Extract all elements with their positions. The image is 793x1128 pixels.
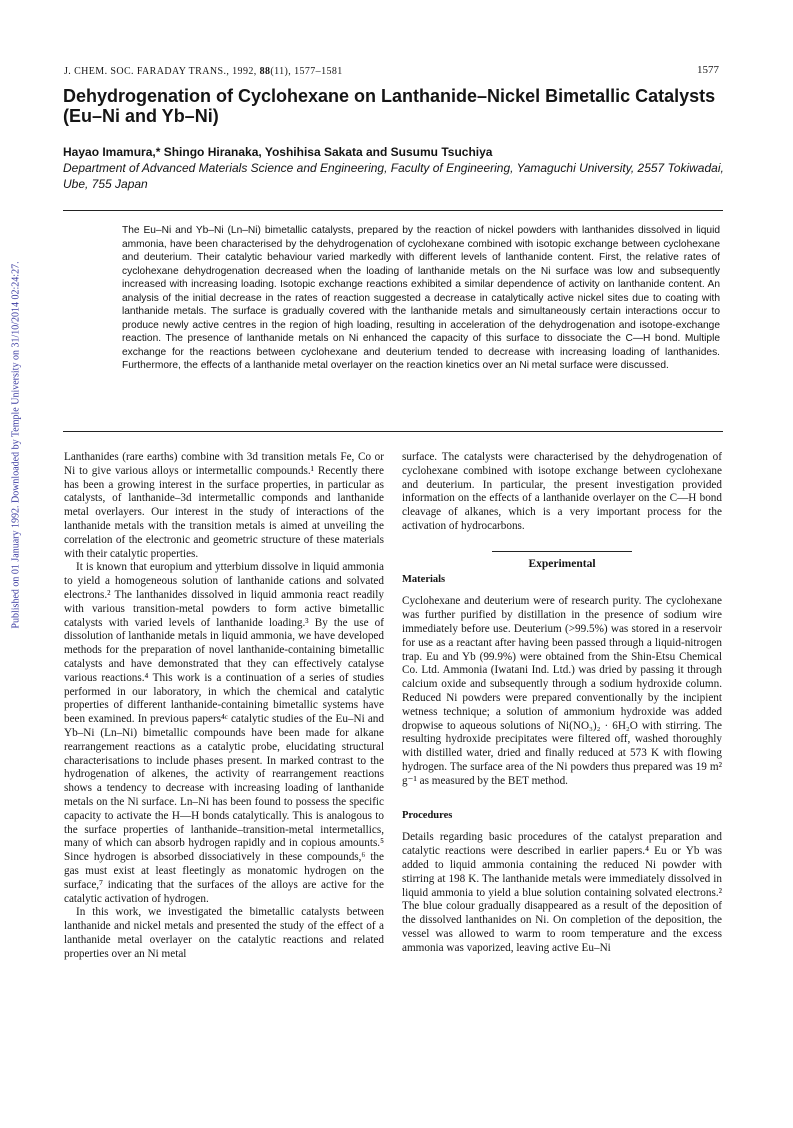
article-authors: Hayao Imamura,* Shingo Hiranaka, Yoshihisa Sakata and Susumu Tsuchiya (63, 145, 493, 159)
abstract-divider (63, 431, 723, 432)
left-column (64, 451, 384, 961)
intro-paragraph-3: In this work, we investigated the bimetallic catalysts between lanthanide and nickel metals and presented the study of the effect of a lanthanide metal overlayer on the catalytic reactions and related properties over an Ni metal (64, 906, 384, 960)
download-watermark (10, 230, 22, 660)
download-watermark-text: Published on 01 January 1992. Downloaded by Temple University on 31/10/2014 02:24:27. (10, 261, 22, 629)
journal-citation (64, 66, 343, 77)
abstract: The Eu–Ni and Yb–Ni (Ln–Ni) bimetallic catalysts, prepared by the reaction of nickel powders with lanthanides dissolved in liquid ammonia, have been characterised by the dehydrogenation of cyclohexane combined with isotopic exchange between cyclohexane and deuterium. Their catalytic behaviour varied markedly with different levels of lanthanide content. First, the relative rates of cyclohexane dehydrogenation decreased when the loading of lanthanide metals on the Ni surface was low and subsequently increased with increasing loading. Isotopic exchange reactions exhibited a similar dependence of activity on lanthanide content. An analysis of the initial decrease in the rates of reaction suggested a decrease in catalytically active nickel sites due to coating with lanthanide metals. The surface is gradually covered with the lanthanide metals and simultaneously certain interactions occur to produce newly active centres in the region of high loading, resulting in acceleration of the dehydrogenation and isotope-exchange reaction. The presence of lanthanide metals on Ni enhanced the capacity of this surface to dissociate the C—H bond. Multiple exchange for the reactions between cyclohexane and deuterium tended to decrease with increasing loading of lanthanides. Furthermore, the effects of a lanthanide metal overlayer on the reaction kinetics over an Ni metal surface were discussed. (122, 225, 720, 371)
page-number: 1577 (697, 64, 719, 76)
procedures-paragraph: Details regarding basic procedures of the catalyst preparation and catalytic reactions were described in earlier papers.⁴ Eu or Yb was added to liquid ammonia containing the reduced Ni powder with stirring at 198 K. The lanthanide metals were immediately dissolved in liquid ammonia to yield a blue solution containing solvated electrons.² The blue colour gradually disappeared as a result of the deposition of the dissolved lanthanides on Ni. On completion of the deposition, the vessel was allowed to warm to room temperature and the excess ammonia was vaporized, leaving active Eu–Ni (402, 831, 722, 954)
intro-paragraph-continued: surface. The catalysts were characterised by the dehydrogenation of cyclohexane combined with isotope exchange between cyclohexane and deuterium. In particular, the present investigation provided information on the effects of a lanthanide overlayer on the C—H bond cleavage of alkanes, which is a very important process for the activation of hydrocarbons. (402, 451, 722, 532)
subheading-procedures: Procedures (402, 809, 453, 821)
header-divider (63, 210, 723, 211)
article-title: Dehydrogenation of Cyclohexane on Lanthanide–Nickel Bimetallic Catalysts (Eu–Ni and Yb–Ni) (63, 86, 716, 126)
journal-volume: 88 (259, 66, 271, 77)
journal-name: J. CHEM. SOC. FARADAY TRANS., 1992, (64, 66, 260, 77)
intro-paragraph-2: It is known that europium and ytterbium dissolve in liquid ammonia to yield a homogeneous solution of lanthanide cations and solvated electrons.² The lanthanides dissolved in liquid ammonia react readily with various transition-metal powders to form active bimetallic catalysts with varied levels of lanthanide loading.³ By the use of dissolution of lanthanide metals in liquid ammonia, we have developed methods for the preparation of novel lanthanide-containing bimetallic catalysts and have demonstrated that they can effectively catalyse various reactions.⁴ This work is a continuation of a series of studies performed in our laboratory, in which the chemical and catalytic properties of different lanthanide-containing bimetallic systems have been examined. In previous papers⁴ᶜ catalytic studies of the Eu–Ni and Yb–Ni (Ln–Ni) bimetallic compounds have been made for alkane rearrangement reactions as a catalytic probe, elucidating structural characterisations to include phases present. In marked contrast to the hydrogenation of alkenes, the activity of rearrangement reactions shows a tendency to decrease with increasing loading of lanthanide metals on the Ni surface. Ln–Ni has been found to possess the specific capacity to activate the H—H bonds catalytically. This is analogous to the surface properties of lanthanide–transition-metal intermetallics, many of which can absorb hydrogen rapidly and in copious amounts.⁵ Since hydrogen is absorbed dissociatively in these compounds,⁶ the gas must exist at least fleetingly as monatomic hydrogen on the surface,⁷ indicating that the surfaces of the alloys are active for the catalytic activation of hydrogen. (64, 561, 384, 905)
section-divider (492, 551, 632, 552)
section-heading-experimental: Experimental (528, 557, 596, 570)
journal-issue-pages: (11), 1577–1581 (270, 66, 343, 77)
materials-paragraph: Cyclohexane and deuterium were of research purity. The cyclohexane was further purified by distillation in the presence of sodium wire immediately before use. Deuterium (>99.5%) was stored in a reservoir for use as a reactant after having been passed through a liquid-nitrogen trap. Eu and Yb (99.9%) were obtained from the Shin-Etsu Chemical Co. Ltd. Ammonia (Iwatani Ind. Ltd.) was dried by passing it through calcium oxide and subsequently through a sodium hydroxide column. Reduced Ni powders were prepared conventionally by the incipient wetness technique; a solution of ammonium hydroxide was added dropwise to aqueous solutions of Ni(NO₃)₂ · 6H₂O with stirring. The resulting hydroxide precipitates were filtered off, washed thoroughly with distilled water, dried and finally reduced at 573 K with flowing hydrogen. The surface area of the Ni powders thus prepared was 19 m² g⁻¹ as measured by the BET method. (402, 595, 722, 787)
article-affiliation: Department of Advanced Materials Science and Engineering, Faculty of Engineering, Yamaguchi University, 2557 Tokiwadai, Ube, 755 Japan (63, 161, 724, 191)
intro-paragraph-1: Lanthanides (rare earths) combine with 3d transition metals Fe, Co or Ni to give various alloys or intermetallic compounds.¹ Recently there has been a growing interest in the surface properties, in particular as catalysts, of lanthanide–3d intermetallic componds and lanthanide metal overlayers. Our interest in the study of interactions of the lanthanide metals with the transition metals is aimed at unveiling the correlation of the electronic and geometric structure of these materials with their catalytic properties. (64, 451, 384, 560)
right-column (402, 451, 722, 956)
subheading-materials: Materials (402, 573, 446, 585)
